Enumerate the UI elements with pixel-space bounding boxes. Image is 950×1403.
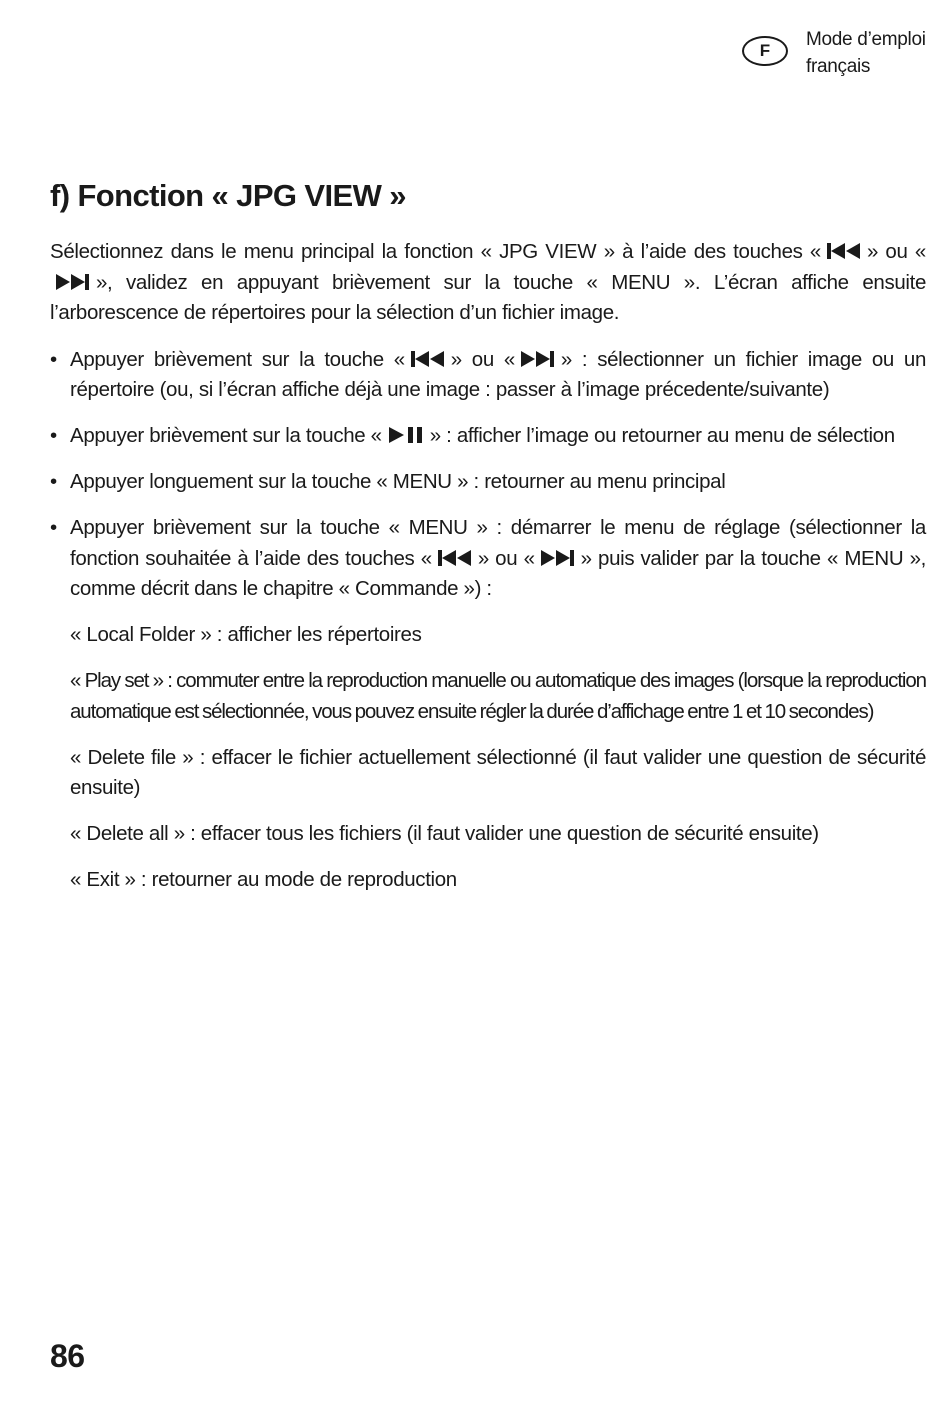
- skip-previous-icon: [436, 548, 474, 568]
- page-header: [742, 26, 942, 82]
- manual-label-line1: Mode d’emploi: [806, 29, 926, 50]
- skip-next-icon: [539, 548, 577, 568]
- list-item: • Appuyer longuement sur la touche « MENU » : retourner au menu principal: [50, 467, 926, 498]
- section-title: f) Fonction « JPG VIEW »: [50, 178, 406, 213]
- skip-next-icon: [519, 349, 557, 369]
- page-number: 86: [50, 1338, 85, 1374]
- list-item: • Appuyer brièvement sur la touche « » ou « » : sélectionner un fichier image ou un répertoire (ou, si l’écran affiche déjà une image : passer à l’image précedente/suivante): [50, 345, 926, 406]
- bullet-marker: •: [50, 347, 57, 371]
- play-pause-icon: [386, 425, 426, 445]
- intro-paragraph: Sélectionnez dans le menu principal la fonction « JPG VIEW » à l’aide des touches « » ou « », validez en appuyant brièvement sur la touche « MENU ». L’écran affiche ensuite l’arborescence de répertoires pour la sélection d’un fichier image.: [50, 240, 926, 324]
- section-body: [50, 237, 926, 911]
- bullet-marker: •: [50, 516, 57, 539]
- list-item: • Appuyer brièvement sur la touche « » : afficher l’image ou retourner au menu de sélection: [50, 421, 926, 452]
- manual-label: [806, 26, 926, 80]
- menu-item-delete-file: « Delete file » : effacer le fichier actuellement sélectionné (il faut valider une question de sécurité ensuite): [70, 745, 926, 799]
- manual-label-line2: français: [806, 56, 871, 77]
- list-item: • Appuyer brièvement sur la touche « MENU » : démarrer le menu de réglage (sélectionner la fonction souhaitée à l’aide des touches « » ou « » puis valider par la touche « MENU », comme décrit dans le chapitre « Commande ») :: [50, 513, 926, 605]
- skip-previous-icon: [825, 241, 863, 261]
- skip-previous-icon: [409, 349, 447, 369]
- skip-next-icon: [54, 272, 92, 292]
- menu-item-local-folder: « Local Folder » : afficher les répertoires: [70, 623, 422, 646]
- menu-item-play-set: « Play set » : commuter entre la reproduction manuelle ou automatique des images (lorsque la reproduction automatique est sélectionnée, vous pouvez ensuite régler la durée d’affichage entre 1 et 10 secondes): [70, 669, 926, 723]
- menu-item-exit: « Exit » : retourner au mode de reproduction: [70, 868, 457, 891]
- language-badge: F: [742, 36, 788, 66]
- menu-item-delete-all: « Delete all » : effacer tous les fichiers (il faut valider une question de sécurité ensuite): [70, 822, 819, 845]
- bullet-marker: •: [50, 470, 57, 493]
- instruction-list: [50, 345, 926, 605]
- bullet-marker: •: [50, 424, 57, 447]
